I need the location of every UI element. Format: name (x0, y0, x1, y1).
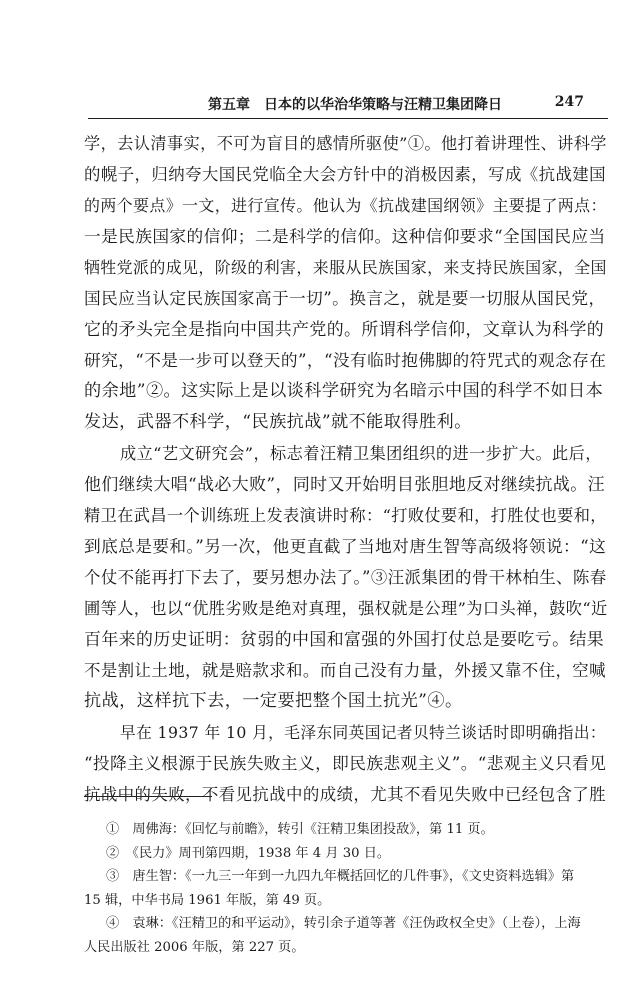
text-line: 它的矛头完全是指向中国共产党的。所谓科学信仰，文章认为科学的 (84, 319, 605, 339)
text-line: 到底总是要和。”另一次，他更直截了当地对唐生智等高级将领说：“这 (84, 536, 607, 556)
footnote-line: ④ 袁琳：《汪精卫的和平运动》，转引余子道等著《汪伪政权全史》（上卷），上海 (106, 916, 581, 931)
text-line: 精卫在武昌一个训练班上发表演讲时称：“打败仗要和，打胜仗也要和， (84, 506, 607, 525)
text-line: 一是民族国家的信仰；二是科学的信仰。这种信仰要求“全国国民应当 (84, 226, 606, 246)
body-text (84, 128, 608, 810)
text-line: 成立“艺文研究会”，标志着汪精卫集团组织的进一步扩大。此后， (120, 444, 602, 463)
text-line: 不是割让土地，就是赔款求和。而自己没有力量，外援又靠不住，空喊 (84, 661, 606, 680)
text-line: 牺牲党派的成见，阶级的利害，来服从民族国家，来支持民族国家，全国 (84, 258, 607, 277)
footnote-line: 人民出版社 2006 年版，第 227 页。 (84, 939, 305, 955)
header-rule (88, 118, 608, 119)
text-line: 的两个要点》一文，进行宣传。他认为《抗战建国纲领》主要提了两点： (84, 196, 607, 215)
footnotes (84, 818, 608, 959)
footnote-line: ① 周佛海：《回忆与前瞻》，转引《汪精卫集团投敌》，第 11 页。 (106, 822, 494, 837)
running-header (88, 94, 608, 116)
footnote-line: 15 辑，中华书局 1961 年版，第 49 页。 (84, 892, 331, 908)
text-line: 圃等人，也以“优胜劣败是绝对真理，强权就是公理”为口头禅，鼓吹“近 (84, 599, 608, 618)
text-line: 抗战中的失败，不看见抗战中的成绩，尤其不看见失败中已经包含了胜 (84, 785, 606, 804)
text-line: 研究，“不是一步可以登天的”，“没有临时抱佛脚的符咒式的观念存在 (84, 350, 607, 370)
text-line: 抗战，这样抗下去，一定要把整个国土抗光”④。 (84, 691, 463, 711)
footnote-line: ③ 唐生智：《一九三一年到一九四九年概括回忆的几件事》，《文史资料选辑》第 (106, 869, 575, 884)
footnote-line: ② 《民力》周刊第四期，1938 年 4 月 30 日。 (106, 845, 391, 861)
text-line: 早在 1937 年 10 月，毛泽东同英国记者贝特兰谈话时即明确指出： (120, 723, 607, 742)
text-line: 的余地”②。这实际上是以谈科学研究为名暗示中国的科学不如日本 (84, 381, 604, 401)
text-line: 个仗不能再打下去了，要另想办法了。”③汪派集团的骨干林柏生、陈春 (84, 568, 607, 587)
text-line: “投降主义根源于民族失败主义，即民族悲观主义”。“悲观主义只看见 (84, 753, 607, 773)
text-line: 发达，武器不科学，“民族抗战”就不能取得胜利。 (84, 412, 472, 432)
footnote-rule (84, 796, 212, 797)
page-number: 247 (554, 94, 584, 110)
text-line: 学，去认清事实，不可为盲目的感情所驱使”①。他打着讲理性、讲科学 (84, 134, 607, 153)
text-line: 百年来的历史证明：贫弱的中国和富强的外国打仗总是要吃亏。结果 (84, 629, 605, 649)
text-line: 他们继续大唱“战必大败”，同时又开始明目张胆地反对继续抗战。汪 (84, 474, 605, 494)
chapter-title: 第五章 日本的以华治华策略与汪精卫集团降日 (208, 97, 502, 113)
text-line: 的幌子，归纳夸大国民党临全大会方针中的消极因素，写成《抗战建国 (84, 165, 606, 184)
text-line: 国民应当认定民族国家高于一切”。换言之，就是要一切服从国民党， (84, 288, 606, 308)
